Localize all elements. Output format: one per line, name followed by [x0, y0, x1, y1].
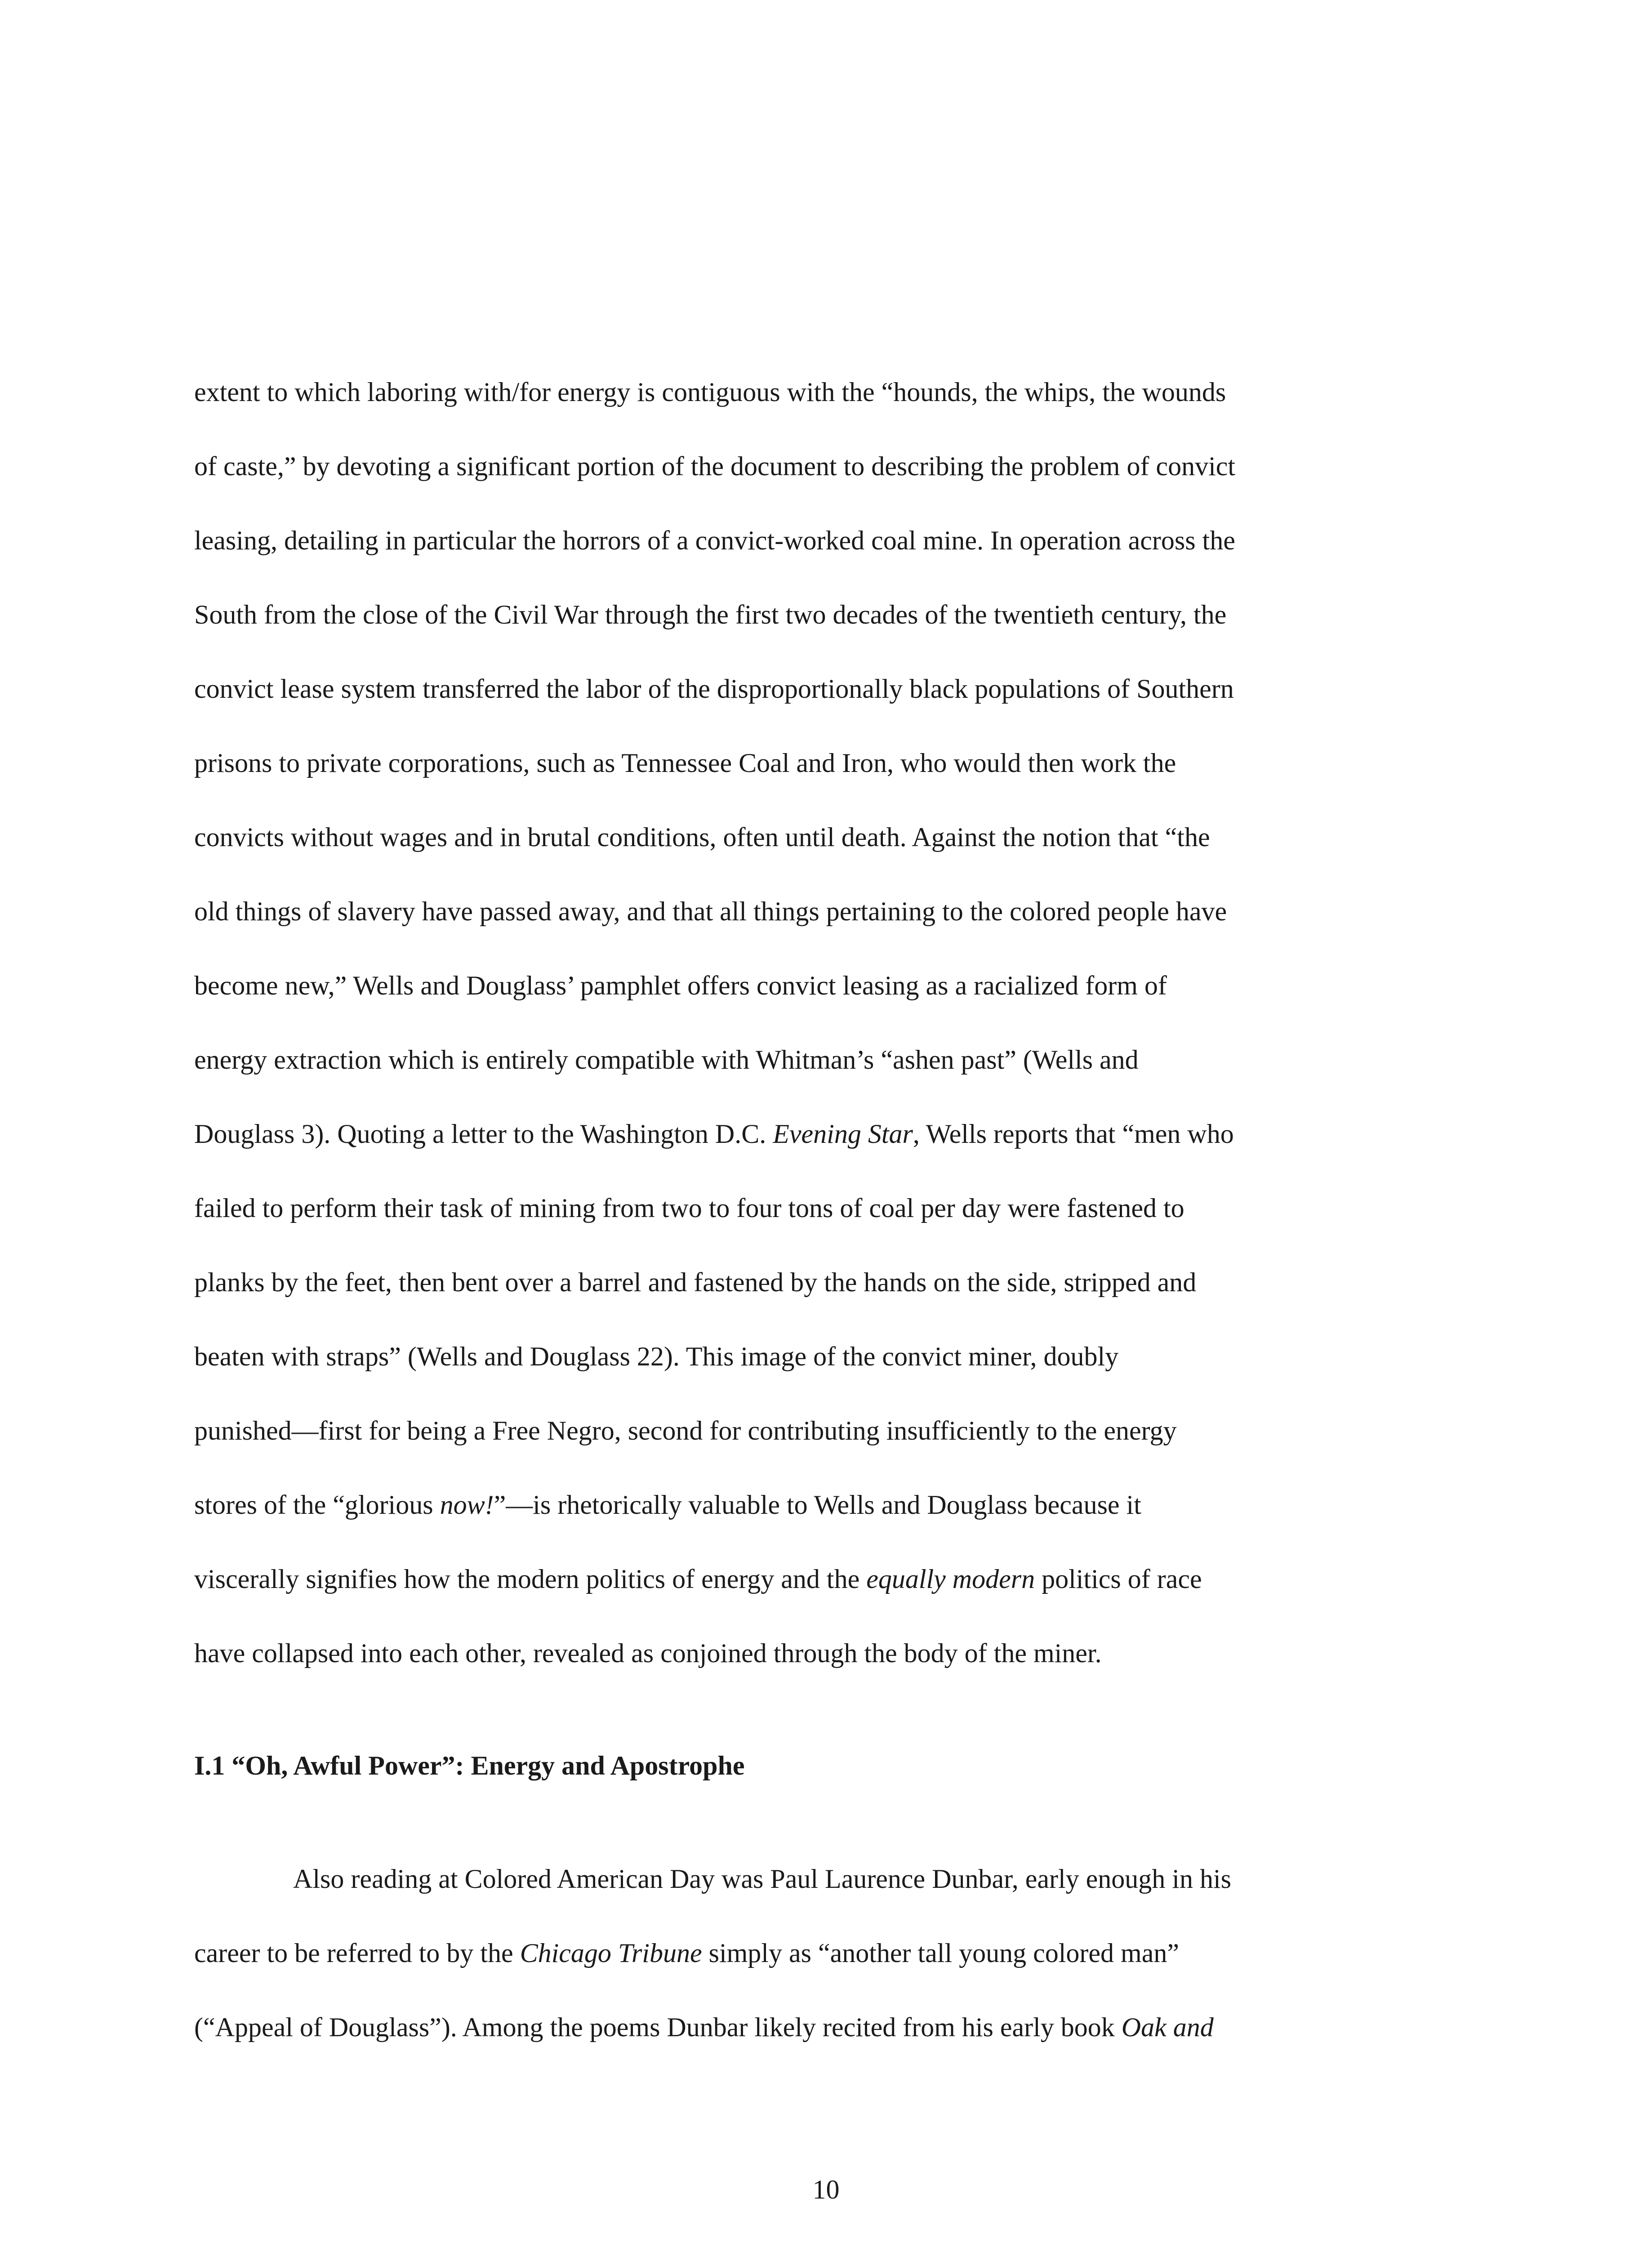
text-segment: politics of race	[1035, 1564, 1202, 1594]
text-segment: Douglass 3). Quoting a letter to the Washington D.C.	[194, 1119, 773, 1149]
text-segment: stores of the “glorious	[194, 1490, 440, 1520]
text-line	[194, 1468, 1453, 1542]
text-line: energy extraction which is entirely compatible with Whitman’s “ashen past” (Wells and	[194, 1045, 1139, 1075]
text-segment: (“Appeal of Douglass”). Among the poems Dunbar likely recited from his early book	[194, 2012, 1122, 2042]
text-line: old things of slavery have passed away, and that all things pertaining to the colored people have	[194, 897, 1227, 926]
text-line: convict lease system transferred the labor of the disproportionally black populations of Southern	[194, 674, 1234, 704]
text-line: Also reading at Colored American Day was Paul Laurence Dunbar, early enough in his	[293, 1864, 1231, 1894]
text-segment: viscerally signifies how the modern politics of energy and the	[194, 1564, 867, 1594]
text-line: prisons to private corporations, such as Tennessee Coal and Iron, who would then work the	[194, 748, 1176, 778]
italic-title: Chicago Tribune	[520, 1938, 702, 1968]
text-line: leasing, detailing in particular the horrors of a convict-worked coal mine. In operation across the	[194, 526, 1235, 555]
body-paragraph-1	[194, 355, 1453, 1690]
text-line: become new,” Wells and Douglass’ pamphlet offers convict leasing as a racialized form of	[194, 971, 1167, 1000]
italic-title: Evening Star	[773, 1119, 913, 1149]
text-line: South from the close of the Civil War through the first two decades of the twentieth century, the	[194, 600, 1227, 629]
text-line	[194, 1916, 1453, 1990]
text-line	[194, 1990, 1453, 2065]
section-heading: I.1 “Oh, Awful Power”: Energy and Apostrophe	[194, 1751, 745, 1780]
text-line: planks by the feet, then bent over a barrel and fastened by the hands on the side, stripped and	[194, 1267, 1197, 1297]
text-line: convicts without wages and in brutal conditions, often until death. Against the notion that “the	[194, 822, 1210, 852]
text-segment: career to be referred to by the	[194, 1938, 520, 1968]
text-line: punished—first for being a Free Negro, second for contributing insufficiently to the energy	[194, 1416, 1177, 1445]
italic-emphasis: equally modern	[866, 1564, 1035, 1594]
body-paragraph-2	[194, 1842, 1453, 2065]
page-number: 10	[812, 2175, 840, 2204]
italic-emphasis: now!	[440, 1490, 494, 1520]
text-line: beaten with straps” (Wells and Douglass 22). This image of the convict miner, doubly	[194, 1342, 1119, 1371]
text-line: have collapsed into each other, revealed as conjoined through the body of the miner.	[194, 1638, 1102, 1668]
text-line: extent to which laboring with/for energy is contiguous with the “hounds, the whips, the wounds	[194, 377, 1226, 407]
text-line: of caste,” by devoting a significant portion of the document to describing the problem of convict	[194, 451, 1236, 481]
italic-title: Oak and	[1121, 2012, 1214, 2042]
text-line	[194, 1542, 1453, 1616]
text-segment: ”—is rhetorically valuable to Wells and Douglass because it	[494, 1490, 1141, 1520]
text-segment: simply as “another tall young colored man”	[702, 1938, 1179, 1968]
text-line	[194, 1097, 1453, 1171]
text-segment: , Wells reports that “men who	[913, 1119, 1234, 1149]
text-line: failed to perform their task of mining from two to four tons of coal per day were fastened to	[194, 1193, 1184, 1223]
